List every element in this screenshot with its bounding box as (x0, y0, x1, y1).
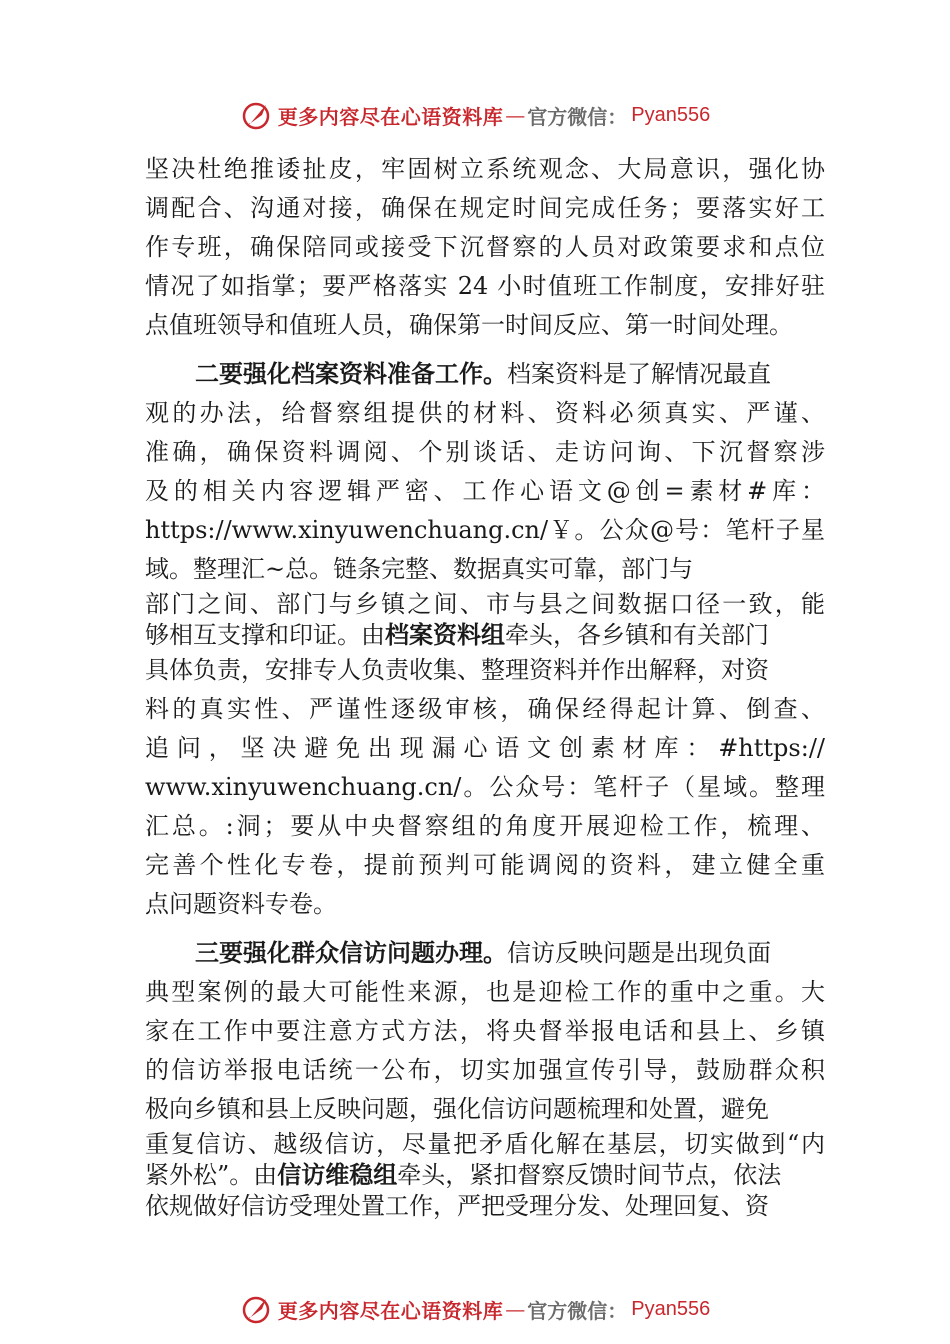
text-line: 及的相关内容逻辑严密、工作心语文@创=素材#库： (145, 477, 825, 505)
text-span: 牵头，紧扣督察反馈时间节点，依法 (397, 1161, 782, 1189)
banner-wechat-id: Pyan556 (631, 1297, 711, 1320)
banner-dash: — (505, 103, 526, 127)
text-line: 作专班，确保陪同或接受下沉督察的人员对政策要求和点位 (145, 233, 825, 261)
text-line: 准确，确保资料调阅、个别谈话、走访问询、下沉督察涉 (145, 438, 825, 466)
banner-library-text: 更多内容尽在心语资料库 (277, 104, 504, 129)
banner-wechat-id: Pyan556 (631, 103, 711, 126)
text-line: https://www.xinyuwenchuang.cn/￥。公众@号：笔杆子星 (145, 516, 825, 544)
text-line: 重复信访、越级信访，尽量把矛盾化解在基层，切实做到“内 (145, 1130, 825, 1158)
text-line: 极向乡镇和县上反映问题，强化信访问题梳理和处置，避免 (145, 1095, 769, 1123)
text-line: 具体负责，安排专人负责收集、整理资料并作出解释，对资 (145, 656, 769, 684)
text-line: 点问题资料专卷。 (145, 890, 337, 918)
text-line: 家在工作中要注意方式方法，将央督举报电话和县上、乡镇 (145, 1017, 825, 1045)
text-line (145, 1160, 825, 1191)
text-line: 依规做好信访受理处置工作，严把受理分发、处理回复、资 (145, 1192, 769, 1220)
paragraph-2 (145, 355, 825, 924)
text-line: 追问，坚决避免出现漏心语文创素材库：#https:// (145, 734, 825, 762)
text-line: 部门之间、部门与乡镇之间、市与县之间数据口径一致，能 (145, 590, 825, 618)
text-line: 域。整理汇~总。链条完整、数据真实可靠，部门与 (145, 555, 694, 583)
section-heading: 二要强化档案资料准备工作。 (195, 360, 507, 388)
text-line (145, 355, 825, 394)
text-line: 点值班领导和值班人员，确保第一时间反应、第一时间处理。 (145, 311, 793, 339)
text-line: 观的办法，给督察组提供的材料、资料必须真实、严谨、 (145, 399, 825, 427)
section-heading: 三要强化群众信访问题办理。 (195, 939, 507, 967)
banner-wechat-label: 官方微信： (527, 1298, 628, 1323)
text-line: 完善个性化专卷，提前预判可能调阅的资料，建立健全重 (145, 851, 825, 879)
quill-logo-icon (240, 1293, 272, 1325)
paragraph-1 (145, 150, 825, 345)
text-line: 情况了如指掌；要严格落实 24 小时值班工作制度，安排好驻 (145, 272, 825, 300)
document-body (145, 150, 825, 1222)
text-line (145, 934, 825, 973)
text-line: 的信访举报电话统一公布，切实加强宣传引导，鼓励群众积 (145, 1056, 825, 1084)
header-watermark-banner (0, 95, 950, 135)
footer-watermark-banner (0, 1289, 950, 1329)
text-line: 调配合、沟通对接，确保在规定时间完成任务；要落实好工 (145, 194, 825, 222)
text-line: 典型案例的最大可能性来源，也是迎检工作的重中之重。大 (145, 978, 825, 1006)
banner-library-text: 更多内容尽在心语资料库 (277, 1298, 504, 1323)
text-span: 档案资料是了解情况最直 (507, 360, 771, 388)
group-name-petitions: 信访维稳组 (277, 1161, 398, 1189)
banner-dash: — (505, 1297, 526, 1321)
paragraph-3 (145, 934, 825, 1222)
text-span: 牵头，各乡镇和有关部门 (505, 621, 769, 649)
group-name-archives: 档案资料组 (385, 621, 505, 649)
text-span: 信访反映问题是出现负面 (507, 939, 771, 967)
text-line: 料的真实性、严谨性逐级审核，确保经得起计算、倒查、 (145, 695, 825, 723)
text-span: 够相互支撑和印证。由 (145, 621, 385, 649)
quill-logo-icon (240, 99, 272, 131)
text-line: 坚决杜绝推诿扯皮，牢固树立系统观念、大局意识，强化协 (145, 155, 825, 183)
banner-wechat-label: 官方微信： (527, 104, 628, 129)
text-line: www.xinyuwenchuang.cn/。公众号：笔杆子（星域。整理 (145, 773, 825, 801)
text-line (145, 620, 825, 651)
text-line: 汇总。:洞；要从中央督察组的角度开展迎检工作，梳理、 (145, 812, 825, 840)
text-span: 紧外松”。由 (145, 1161, 278, 1189)
